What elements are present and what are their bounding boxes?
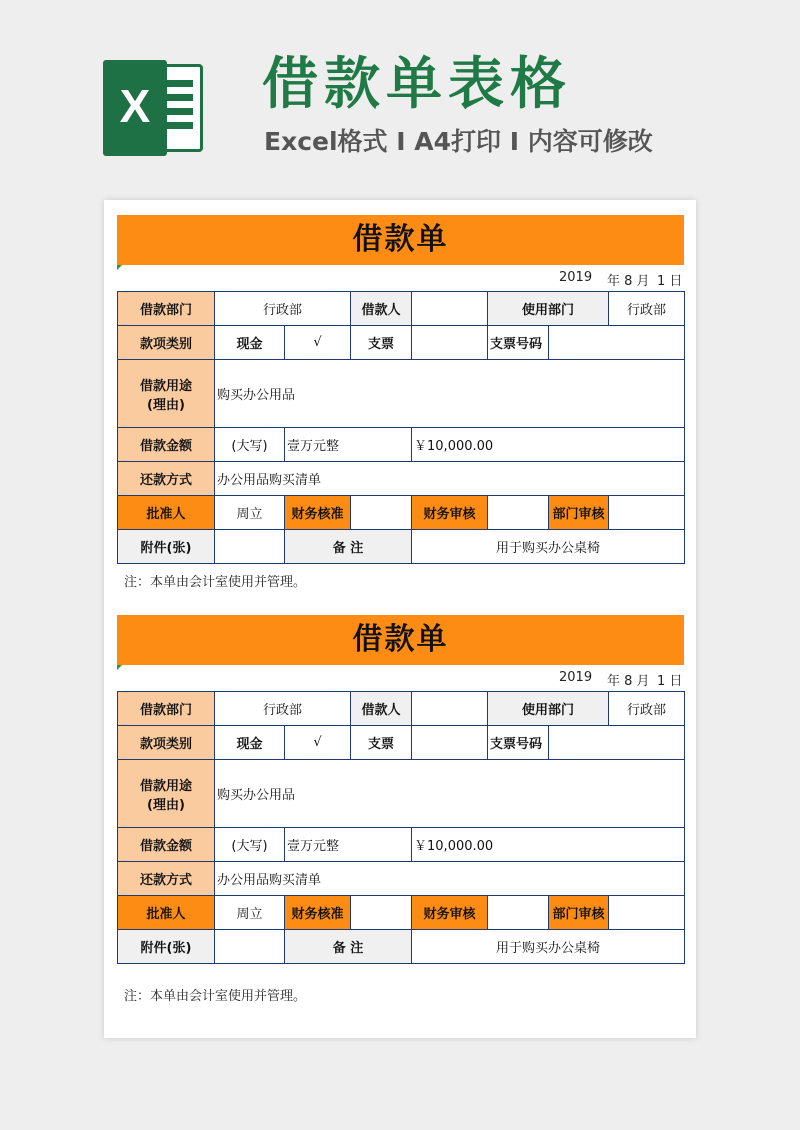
fin-approve-label: 财务核准 [285,896,351,930]
date-month: 年 8 月 [607,274,650,289]
type-label: 款项类别 [118,326,215,360]
fin-approve-value[interactable] [351,496,412,530]
upper-value[interactable]: 壹万元整 [285,828,412,862]
borrower-label: 借款人 [351,692,412,726]
purpose-label-line1: 借款用途 [139,778,192,794]
form-date [117,265,684,291]
purpose-value[interactable]: 购买办公用品 [215,760,685,828]
check-value[interactable] [412,726,488,760]
purpose-label [118,360,215,428]
table-row [118,726,685,760]
fin-review-value[interactable] [488,896,549,930]
remark-value[interactable]: 用于购买办公桌椅 [412,530,685,564]
check-no-value[interactable] [549,326,685,360]
purpose-label-line2: (理由) [147,397,185,413]
dept-label: 借款部门 [118,292,215,326]
approver-label: 批准人 [118,896,215,930]
amount-label: 借款金额 [118,428,215,462]
excel-logo-icon: X [103,60,203,156]
purpose-label-line2: (理由) [147,797,185,813]
upper-label: (大写) [215,428,285,462]
form-date [117,665,684,691]
amount-label: 借款金额 [118,828,215,862]
use-dept-label: 使用部门 [488,692,609,726]
document-paper [104,200,696,1038]
cash-label: 现金 [215,726,285,760]
loan-table [117,291,685,564]
purpose-label-line1: 借款用途 [139,378,192,394]
form-title: 借款单 [117,615,684,665]
check-label: 支票 [351,326,412,360]
table-row [118,828,685,862]
use-dept-value[interactable]: 行政部 [609,692,685,726]
check-value[interactable] [412,326,488,360]
repay-label: 还款方式 [118,462,215,496]
approver-label: 批准人 [118,496,215,530]
date-day: 1 日 [657,274,683,289]
check-label: 支票 [351,726,412,760]
upper-value[interactable]: 壹万元整 [285,428,412,462]
table-row [118,692,685,726]
page-header [0,0,800,190]
dept-label: 借款部门 [118,692,215,726]
amount-value[interactable]: ￥10,000.00 [412,828,685,862]
dept-value[interactable]: 行政部 [215,292,351,326]
purpose-value[interactable]: 购买办公用品 [215,360,685,428]
page-subtitle: Excel格式 I A4打印 I 内容可修改 [264,127,653,156]
loan-table [117,691,685,964]
page-title: 借款单表格 [262,52,572,117]
attach-label: 附件(张) [118,930,215,964]
type-label: 款项类别 [118,726,215,760]
table-row [118,462,685,496]
table-row [118,428,685,462]
dept-value[interactable]: 行政部 [215,692,351,726]
table-row [118,360,685,428]
fin-review-label: 财务审核 [412,496,488,530]
table-row [118,896,685,930]
cash-label: 现金 [215,326,285,360]
form-title: 借款单 [117,215,684,265]
table-row [118,292,685,326]
loan-form-1 [117,215,684,590]
amount-value[interactable]: ￥10,000.00 [412,428,685,462]
dept-review-label: 部门审核 [549,896,609,930]
fin-approve-value[interactable] [351,896,412,930]
date-month: 年 8 月 [607,674,650,689]
check-no-value[interactable] [549,726,685,760]
use-dept-value[interactable]: 行政部 [609,292,685,326]
repay-value[interactable]: 办公用品购买清单 [215,462,685,496]
purpose-label [118,760,215,828]
upper-label: (大写) [215,828,285,862]
attach-value[interactable] [215,530,285,564]
table-row [118,530,685,564]
remark-label: 备 注 [285,930,412,964]
approver-value[interactable]: 周立 [215,896,285,930]
approver-value[interactable]: 周立 [215,496,285,530]
loan-form-2 [117,615,684,1004]
repay-label: 还款方式 [118,862,215,896]
borrower-label: 借款人 [351,292,412,326]
form-note: 注：本单由会计室使用并管理。 [124,575,307,590]
fin-review-label: 财务审核 [412,896,488,930]
table-row [118,862,685,896]
cash-value[interactable]: √ [285,726,351,760]
dept-review-label: 部门审核 [549,496,609,530]
fin-review-value[interactable] [488,496,549,530]
remark-label: 备 注 [285,530,412,564]
table-row [118,930,685,964]
table-row [118,326,685,360]
attach-label: 附件(张) [118,530,215,564]
date-year: 2019 [559,270,593,285]
date-day: 1 日 [657,674,683,689]
dept-review-value[interactable] [609,896,685,930]
cash-value[interactable]: √ [285,326,351,360]
attach-value[interactable] [215,930,285,964]
check-no-label: 支票号码 [488,726,549,760]
form-note: 注：本单由会计室使用并管理。 [124,989,307,1004]
table-row [118,760,685,828]
table-row [118,496,685,530]
use-dept-label: 使用部门 [488,292,609,326]
date-year: 2019 [559,670,593,685]
repay-value[interactable]: 办公用品购买清单 [215,862,685,896]
dept-review-value[interactable] [609,496,685,530]
fin-approve-label: 财务核准 [285,496,351,530]
borrower-value[interactable] [412,692,488,726]
remark-value[interactable]: 用于购买办公桌椅 [412,930,685,964]
borrower-value[interactable] [412,292,488,326]
check-no-label: 支票号码 [488,326,549,360]
